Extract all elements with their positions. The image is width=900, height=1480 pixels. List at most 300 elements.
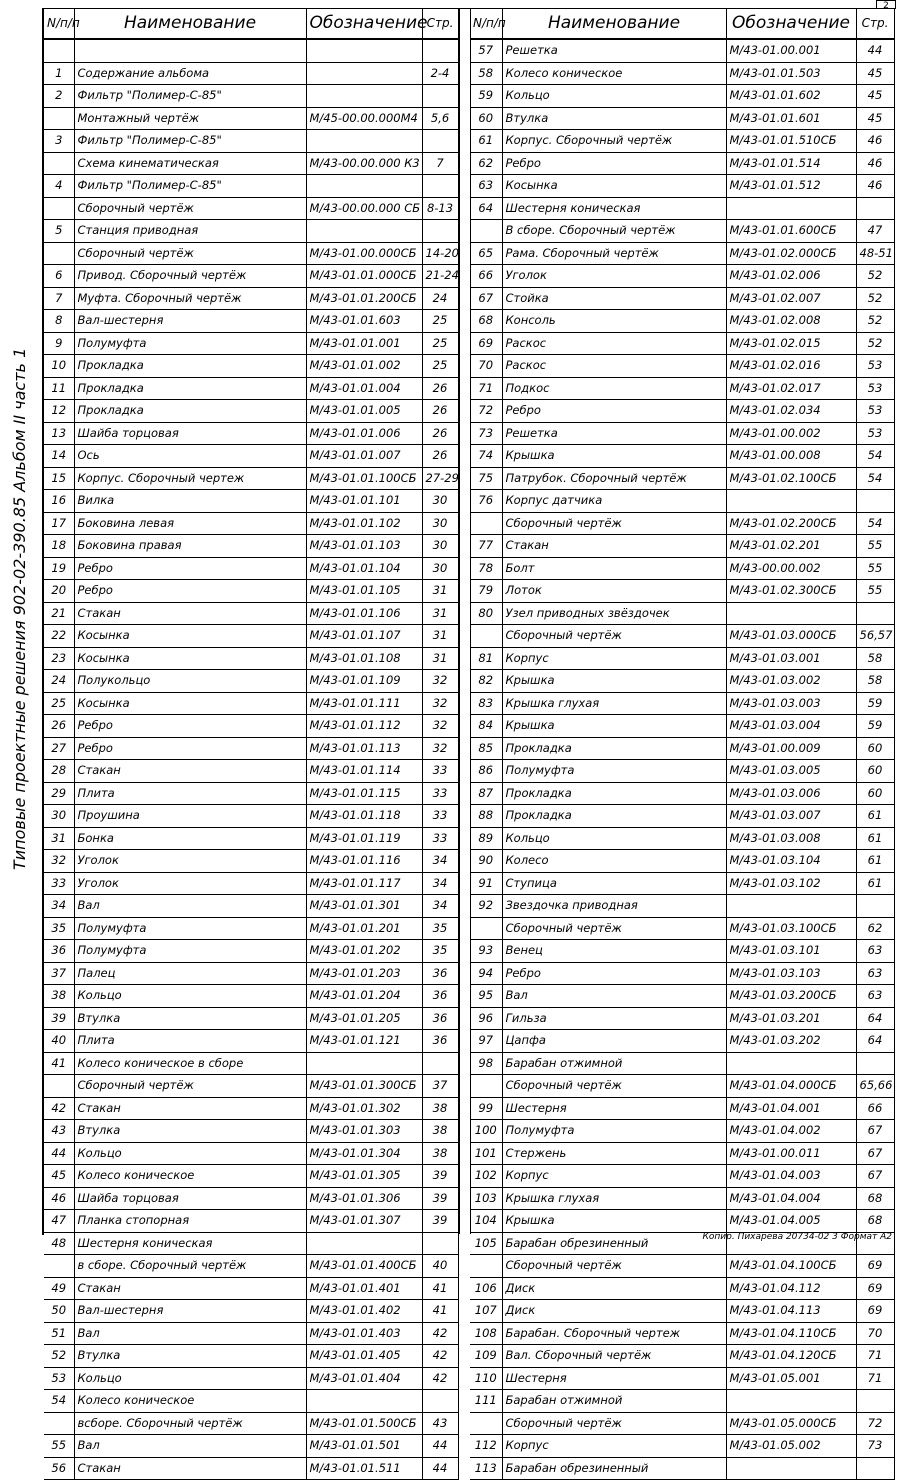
- side-label-strip: [2, 170, 36, 880]
- row-number: 110: [470, 1367, 502, 1390]
- table-row: [470, 152, 894, 175]
- page-number: 34: [422, 895, 458, 918]
- table-row: [470, 1412, 894, 1435]
- page-number: 48-51: [856, 242, 894, 265]
- item-code: М/43-01.03.000СБ: [726, 625, 856, 648]
- page-number: 41: [422, 1277, 458, 1300]
- row-number: [44, 1412, 74, 1435]
- page-number: 26: [422, 445, 458, 468]
- table-row: [470, 580, 894, 603]
- row-number: 81: [470, 647, 502, 670]
- item-code: М/43-01.01.510СБ: [726, 130, 856, 153]
- table-row: [470, 1165, 894, 1188]
- row-number: 47: [44, 1210, 74, 1233]
- page-number: 52: [856, 265, 894, 288]
- page-number: 71: [856, 1367, 894, 1390]
- page-number: 32: [422, 737, 458, 760]
- table-row: [470, 107, 894, 130]
- page-number: 30: [422, 535, 458, 558]
- table-row: [470, 535, 894, 558]
- table-row: [470, 1390, 894, 1413]
- page-number: 32: [422, 692, 458, 715]
- item-name: Консоль: [502, 310, 726, 333]
- item-name: Стакан: [74, 1457, 306, 1480]
- page-number: 64: [856, 1030, 894, 1053]
- table-row: [470, 715, 894, 738]
- item-code: М/43-01.02.016: [726, 355, 856, 378]
- page-number: 47: [856, 220, 894, 243]
- row-number: 31: [44, 827, 74, 850]
- table-row: [44, 1142, 458, 1165]
- table-row: [44, 197, 458, 220]
- row-number: 76: [470, 490, 502, 513]
- table-row: [470, 355, 894, 378]
- row-number: [44, 1075, 74, 1098]
- item-name: Планка стопорная: [74, 1210, 306, 1233]
- row-number: 94: [470, 962, 502, 985]
- table-row: [44, 377, 458, 400]
- page-number: 30: [422, 557, 458, 580]
- item-name: Кольцо: [502, 827, 726, 850]
- table-row: [470, 737, 894, 760]
- item-code: М/45-00.00.000М4: [306, 107, 422, 130]
- item-code: М/43-01.04.005: [726, 1210, 856, 1233]
- item-code: М/43-01.00.001: [726, 39, 856, 62]
- page-number: [856, 1052, 894, 1075]
- row-number: [470, 220, 502, 243]
- item-code: М/43-01.01.304: [306, 1142, 422, 1165]
- table-row: [44, 647, 458, 670]
- item-name: Косынка: [74, 647, 306, 670]
- item-code: [726, 1457, 856, 1480]
- page-number: 46: [856, 130, 894, 153]
- item-name: Вал: [74, 895, 306, 918]
- item-name: всборе. Сборочный чертёж: [74, 1412, 306, 1435]
- row-number: [44, 242, 74, 265]
- item-name: Схема кинематическая: [74, 152, 306, 175]
- item-name: Барабан обрезиненный: [502, 1232, 726, 1255]
- item-name: Проушина: [74, 805, 306, 828]
- row-number: 17: [44, 512, 74, 535]
- item-code: М/43-01.04.003: [726, 1165, 856, 1188]
- item-name: Корпус: [502, 1435, 726, 1458]
- page-number: 71: [856, 1345, 894, 1368]
- item-name: Прокладка: [74, 400, 306, 423]
- item-code: М/43-01.01.307: [306, 1210, 422, 1233]
- item-code: М/43-01.01.401: [306, 1277, 422, 1300]
- table-row: [44, 715, 458, 738]
- page-number: 61: [856, 850, 894, 873]
- row-number: [470, 1412, 502, 1435]
- page-number: 33: [422, 805, 458, 828]
- item-code: М/43-01.01.501: [306, 1435, 422, 1458]
- item-name: Фильтр "Полимер-С-85": [74, 130, 306, 153]
- item-name: Сборочный чертёж: [502, 1075, 726, 1098]
- item-code: [306, 85, 422, 108]
- page-number: 41: [422, 1300, 458, 1323]
- table-row: [44, 557, 458, 580]
- page-number: [422, 220, 458, 243]
- page-number: 33: [422, 760, 458, 783]
- page-number: [422, 175, 458, 198]
- item-name: Шайба торцовая: [74, 422, 306, 445]
- item-name: Шестерня: [502, 1367, 726, 1390]
- row-number: 68: [470, 310, 502, 333]
- item-code: М/43-01.01.201: [306, 917, 422, 940]
- row-number: 37: [44, 962, 74, 985]
- row-number: 2: [44, 85, 74, 108]
- item-code: М/43-01.01.000СБ: [306, 265, 422, 288]
- item-code: М/43-01.01.205: [306, 1007, 422, 1030]
- row-number: 70: [470, 355, 502, 378]
- item-code: М/43-01.01.301: [306, 895, 422, 918]
- row-number: 102: [470, 1165, 502, 1188]
- row-number: 62: [470, 152, 502, 175]
- item-name: Боковина левая: [74, 512, 306, 535]
- item-code: М/43-01.01.403: [306, 1322, 422, 1345]
- item-code: М/43-01.01.511: [306, 1457, 422, 1480]
- table-row: [44, 1345, 458, 1368]
- item-code: М/43-01.02.200СБ: [726, 512, 856, 535]
- page-number: 39: [422, 1210, 458, 1233]
- header-row: [470, 8, 894, 39]
- item-name: Косынка: [74, 692, 306, 715]
- item-name: Вал: [502, 985, 726, 1008]
- header-code: Обозначение: [726, 8, 856, 39]
- item-code: М/43-01.01.007: [306, 445, 422, 468]
- item-code: М/43-01.03.007: [726, 805, 856, 828]
- item-code: М/43-01.05.002: [726, 1435, 856, 1458]
- table-row: [470, 175, 894, 198]
- page-number: 56,57: [856, 625, 894, 648]
- row-number: 104: [470, 1210, 502, 1233]
- page-number: 58: [856, 647, 894, 670]
- page-number: 27-29: [422, 467, 458, 490]
- row-number: 52: [44, 1345, 74, 1368]
- item-name: Узел приводных звёздочек: [502, 602, 726, 625]
- row-number: [44, 1255, 74, 1278]
- item-name: Плита: [74, 782, 306, 805]
- table-row: [44, 467, 458, 490]
- row-number: 55: [44, 1435, 74, 1458]
- row-number: 107: [470, 1300, 502, 1323]
- row-number: 27: [44, 737, 74, 760]
- page-number: 46: [856, 152, 894, 175]
- item-code: [306, 1052, 422, 1075]
- table-row: [470, 377, 894, 400]
- item-code: М/43-01.01.200СБ: [306, 287, 422, 310]
- item-code: М/43-00.00.000 К3: [306, 152, 422, 175]
- row-number: 38: [44, 985, 74, 1008]
- item-name: Ось: [74, 445, 306, 468]
- row-number: 13: [44, 422, 74, 445]
- page-number: 38: [422, 1142, 458, 1165]
- page-number: 21-24: [422, 265, 458, 288]
- table-row: [44, 535, 458, 558]
- item-code: М/43-01.01.113: [306, 737, 422, 760]
- page-number: 36: [422, 1030, 458, 1053]
- table-row: [44, 1367, 458, 1390]
- row-number: 91: [470, 872, 502, 895]
- table-row: [470, 872, 894, 895]
- row-number: 108: [470, 1322, 502, 1345]
- item-name: Кольцо: [74, 1142, 306, 1165]
- row-number: 49: [44, 1277, 74, 1300]
- table-row: [44, 1030, 458, 1053]
- item-code: [306, 1390, 422, 1413]
- row-number: [470, 917, 502, 940]
- row-number: [470, 1255, 502, 1278]
- table-row: [470, 130, 894, 153]
- table-row: [44, 827, 458, 850]
- header-row: [44, 8, 458, 39]
- header-name: Наименование: [74, 8, 306, 39]
- item-code: [306, 39, 422, 62]
- item-name: Корпус датчика: [502, 490, 726, 513]
- table-row: [470, 782, 894, 805]
- row-number: 99: [470, 1097, 502, 1120]
- page-number: [422, 85, 458, 108]
- item-name: Стойка: [502, 287, 726, 310]
- item-name: Стакан: [74, 1277, 306, 1300]
- page-number: 44: [422, 1435, 458, 1458]
- page-number: 65,66: [856, 1075, 894, 1098]
- table-row: [470, 1345, 894, 1368]
- table-row: [470, 39, 894, 62]
- item-name: Колесо коническое: [74, 1165, 306, 1188]
- item-name: Ступица: [502, 872, 726, 895]
- item-name: Уголок: [502, 265, 726, 288]
- item-name: Вал-шестерня: [74, 310, 306, 333]
- item-code: М/43-01.02.300СБ: [726, 580, 856, 603]
- item-code: М/43-01.02.008: [726, 310, 856, 333]
- page-number: 53: [856, 400, 894, 423]
- table-row: [44, 962, 458, 985]
- page-number: 60: [856, 782, 894, 805]
- item-name: Корпус. Сборочный чертеж: [74, 467, 306, 490]
- item-code: М/43-01.03.200СБ: [726, 985, 856, 1008]
- item-code: М/43-01.04.001: [726, 1097, 856, 1120]
- table-row: [44, 1120, 458, 1143]
- table-row: [44, 242, 458, 265]
- row-number: 78: [470, 557, 502, 580]
- header-page: Стр.: [422, 8, 458, 39]
- contents-table-right: [470, 8, 895, 1480]
- page-number: 72: [856, 1412, 894, 1435]
- row-number: 66: [470, 265, 502, 288]
- row-number: 10: [44, 355, 74, 378]
- page-number: 52: [856, 332, 894, 355]
- table-row: [470, 917, 894, 940]
- page-number: [856, 895, 894, 918]
- table-row: [470, 85, 894, 108]
- table-row: [44, 1277, 458, 1300]
- row-number: 67: [470, 287, 502, 310]
- item-name: Корпус. Сборочный чертёж: [502, 130, 726, 153]
- page-number: 33: [422, 782, 458, 805]
- table-row: [44, 1412, 458, 1435]
- item-name: Сборочный чертёж: [502, 512, 726, 535]
- item-name: Шестерня коническая: [502, 197, 726, 220]
- page-number: 38: [422, 1120, 458, 1143]
- item-name: Привод. Сборочный чертёж: [74, 265, 306, 288]
- page-number: 63: [856, 962, 894, 985]
- item-code: М/43-01.01.121: [306, 1030, 422, 1053]
- row-number: 12: [44, 400, 74, 423]
- page-number: 63: [856, 985, 894, 1008]
- item-code: М/43-01.01.602: [726, 85, 856, 108]
- table-row: [44, 175, 458, 198]
- table-row: [44, 287, 458, 310]
- row-number: 75: [470, 467, 502, 490]
- item-code: М/43-01.01.503: [726, 62, 856, 85]
- row-number: 92: [470, 895, 502, 918]
- item-name: Станция приводная: [74, 220, 306, 243]
- row-number: 65: [470, 242, 502, 265]
- item-name: Крышка глухая: [502, 1187, 726, 1210]
- item-code: М/43-01.04.113: [726, 1300, 856, 1323]
- item-name: Полумуфта: [74, 332, 306, 355]
- item-code: М/43-01.05.000СБ: [726, 1412, 856, 1435]
- table-row: [470, 985, 894, 1008]
- item-name: Колесо коническое в сборе: [74, 1052, 306, 1075]
- row-number: [44, 39, 74, 62]
- item-code: М/43-01.01.600СБ: [726, 220, 856, 243]
- page-number: 59: [856, 692, 894, 715]
- row-number: 42: [44, 1097, 74, 1120]
- item-code: М/43-01.03.103: [726, 962, 856, 985]
- table-row: [44, 445, 458, 468]
- contents-table-left: [44, 8, 459, 1480]
- item-code: М/43-01.01.103: [306, 535, 422, 558]
- table-row: [44, 737, 458, 760]
- item-code: М/43-01.01.601: [726, 107, 856, 130]
- item-name: Прокладка: [502, 805, 726, 828]
- item-name: Шестерня коническая: [74, 1232, 306, 1255]
- item-name: Ребро: [502, 962, 726, 985]
- page-number: [422, 39, 458, 62]
- table-row: [470, 962, 894, 985]
- item-name: Крышка глухая: [502, 692, 726, 715]
- row-number: 111: [470, 1390, 502, 1413]
- row-number: 87: [470, 782, 502, 805]
- row-number: 51: [44, 1322, 74, 1345]
- table-row: [44, 1097, 458, 1120]
- page-number: 31: [422, 625, 458, 648]
- page-number: 53: [856, 377, 894, 400]
- row-number: 90: [470, 850, 502, 873]
- row-number: 105: [470, 1232, 502, 1255]
- table-row: [470, 1255, 894, 1278]
- table-row: [470, 1457, 894, 1480]
- row-number: 33: [44, 872, 74, 895]
- row-number: 98: [470, 1052, 502, 1075]
- row-number: 36: [44, 940, 74, 963]
- page-number: 30: [422, 512, 458, 535]
- table-row: [470, 692, 894, 715]
- item-name: Колесо: [502, 850, 726, 873]
- page-number: 59: [856, 715, 894, 738]
- page-number: 37: [422, 1075, 458, 1098]
- row-number: 3: [44, 130, 74, 153]
- table-row: [470, 1142, 894, 1165]
- sheet-number: 2: [876, 0, 896, 9]
- item-name: Звездочка приводная: [502, 895, 726, 918]
- row-number: 74: [470, 445, 502, 468]
- page-number: 58: [856, 670, 894, 693]
- row-number: 89: [470, 827, 502, 850]
- page-number: 44: [422, 1457, 458, 1480]
- item-code: [726, 895, 856, 918]
- item-code: М/43-01.02.100СБ: [726, 467, 856, 490]
- side-label: Типовые проектные решения 902-02-390.85 Альбом II часть 1: [10, 347, 29, 870]
- page-number: 35: [422, 917, 458, 940]
- table-row: [44, 490, 458, 513]
- item-name: Муфта. Сборочный чертёж: [74, 287, 306, 310]
- item-name: Подкос: [502, 377, 726, 400]
- page-number: 2-4: [422, 62, 458, 85]
- page-number: 61: [856, 872, 894, 895]
- page-number: 26: [422, 422, 458, 445]
- table-row: [44, 1165, 458, 1188]
- item-code: М/43-01.01.002: [306, 355, 422, 378]
- item-name: Крышка: [502, 670, 726, 693]
- page-number: 25: [422, 332, 458, 355]
- item-name: Крышка: [502, 715, 726, 738]
- row-number: 35: [44, 917, 74, 940]
- table-row: [44, 805, 458, 828]
- table-row: [470, 1367, 894, 1390]
- page-number: 69: [856, 1277, 894, 1300]
- item-code: М/43-01.03.003: [726, 692, 856, 715]
- table-row: [44, 512, 458, 535]
- item-code: [306, 175, 422, 198]
- page-number: 61: [856, 805, 894, 828]
- page-number: 67: [856, 1120, 894, 1143]
- row-number: 16: [44, 490, 74, 513]
- page-number: 43: [422, 1412, 458, 1435]
- page-number: 8-13: [422, 197, 458, 220]
- item-name: Раскос: [502, 355, 726, 378]
- row-number: 85: [470, 737, 502, 760]
- item-code: М/43-01.01.105: [306, 580, 422, 603]
- page-number: 69: [856, 1300, 894, 1323]
- page-number: 42: [422, 1345, 458, 1368]
- page-number: 39: [422, 1187, 458, 1210]
- item-code: М/43-01.01.512: [726, 175, 856, 198]
- item-name: Втулка: [74, 1120, 306, 1143]
- item-name: Шайба торцовая: [74, 1187, 306, 1210]
- table-row: [44, 1300, 458, 1323]
- row-number: 103: [470, 1187, 502, 1210]
- page-number: 30: [422, 490, 458, 513]
- item-code: [306, 220, 422, 243]
- table-row: [44, 782, 458, 805]
- item-code: М/43-01.01.101: [306, 490, 422, 513]
- table-row: [470, 760, 894, 783]
- row-number: 63: [470, 175, 502, 198]
- row-number: 9: [44, 332, 74, 355]
- item-code: М/43-01.01.108: [306, 647, 422, 670]
- row-number: 80: [470, 602, 502, 625]
- table-row: [470, 1007, 894, 1030]
- table-row: [44, 692, 458, 715]
- item-code: М/43-01.01.100СБ: [306, 467, 422, 490]
- row-number: 50: [44, 1300, 74, 1323]
- item-code: М/43-01.01.306: [306, 1187, 422, 1210]
- page-number: 52: [856, 310, 894, 333]
- row-number: 112: [470, 1435, 502, 1458]
